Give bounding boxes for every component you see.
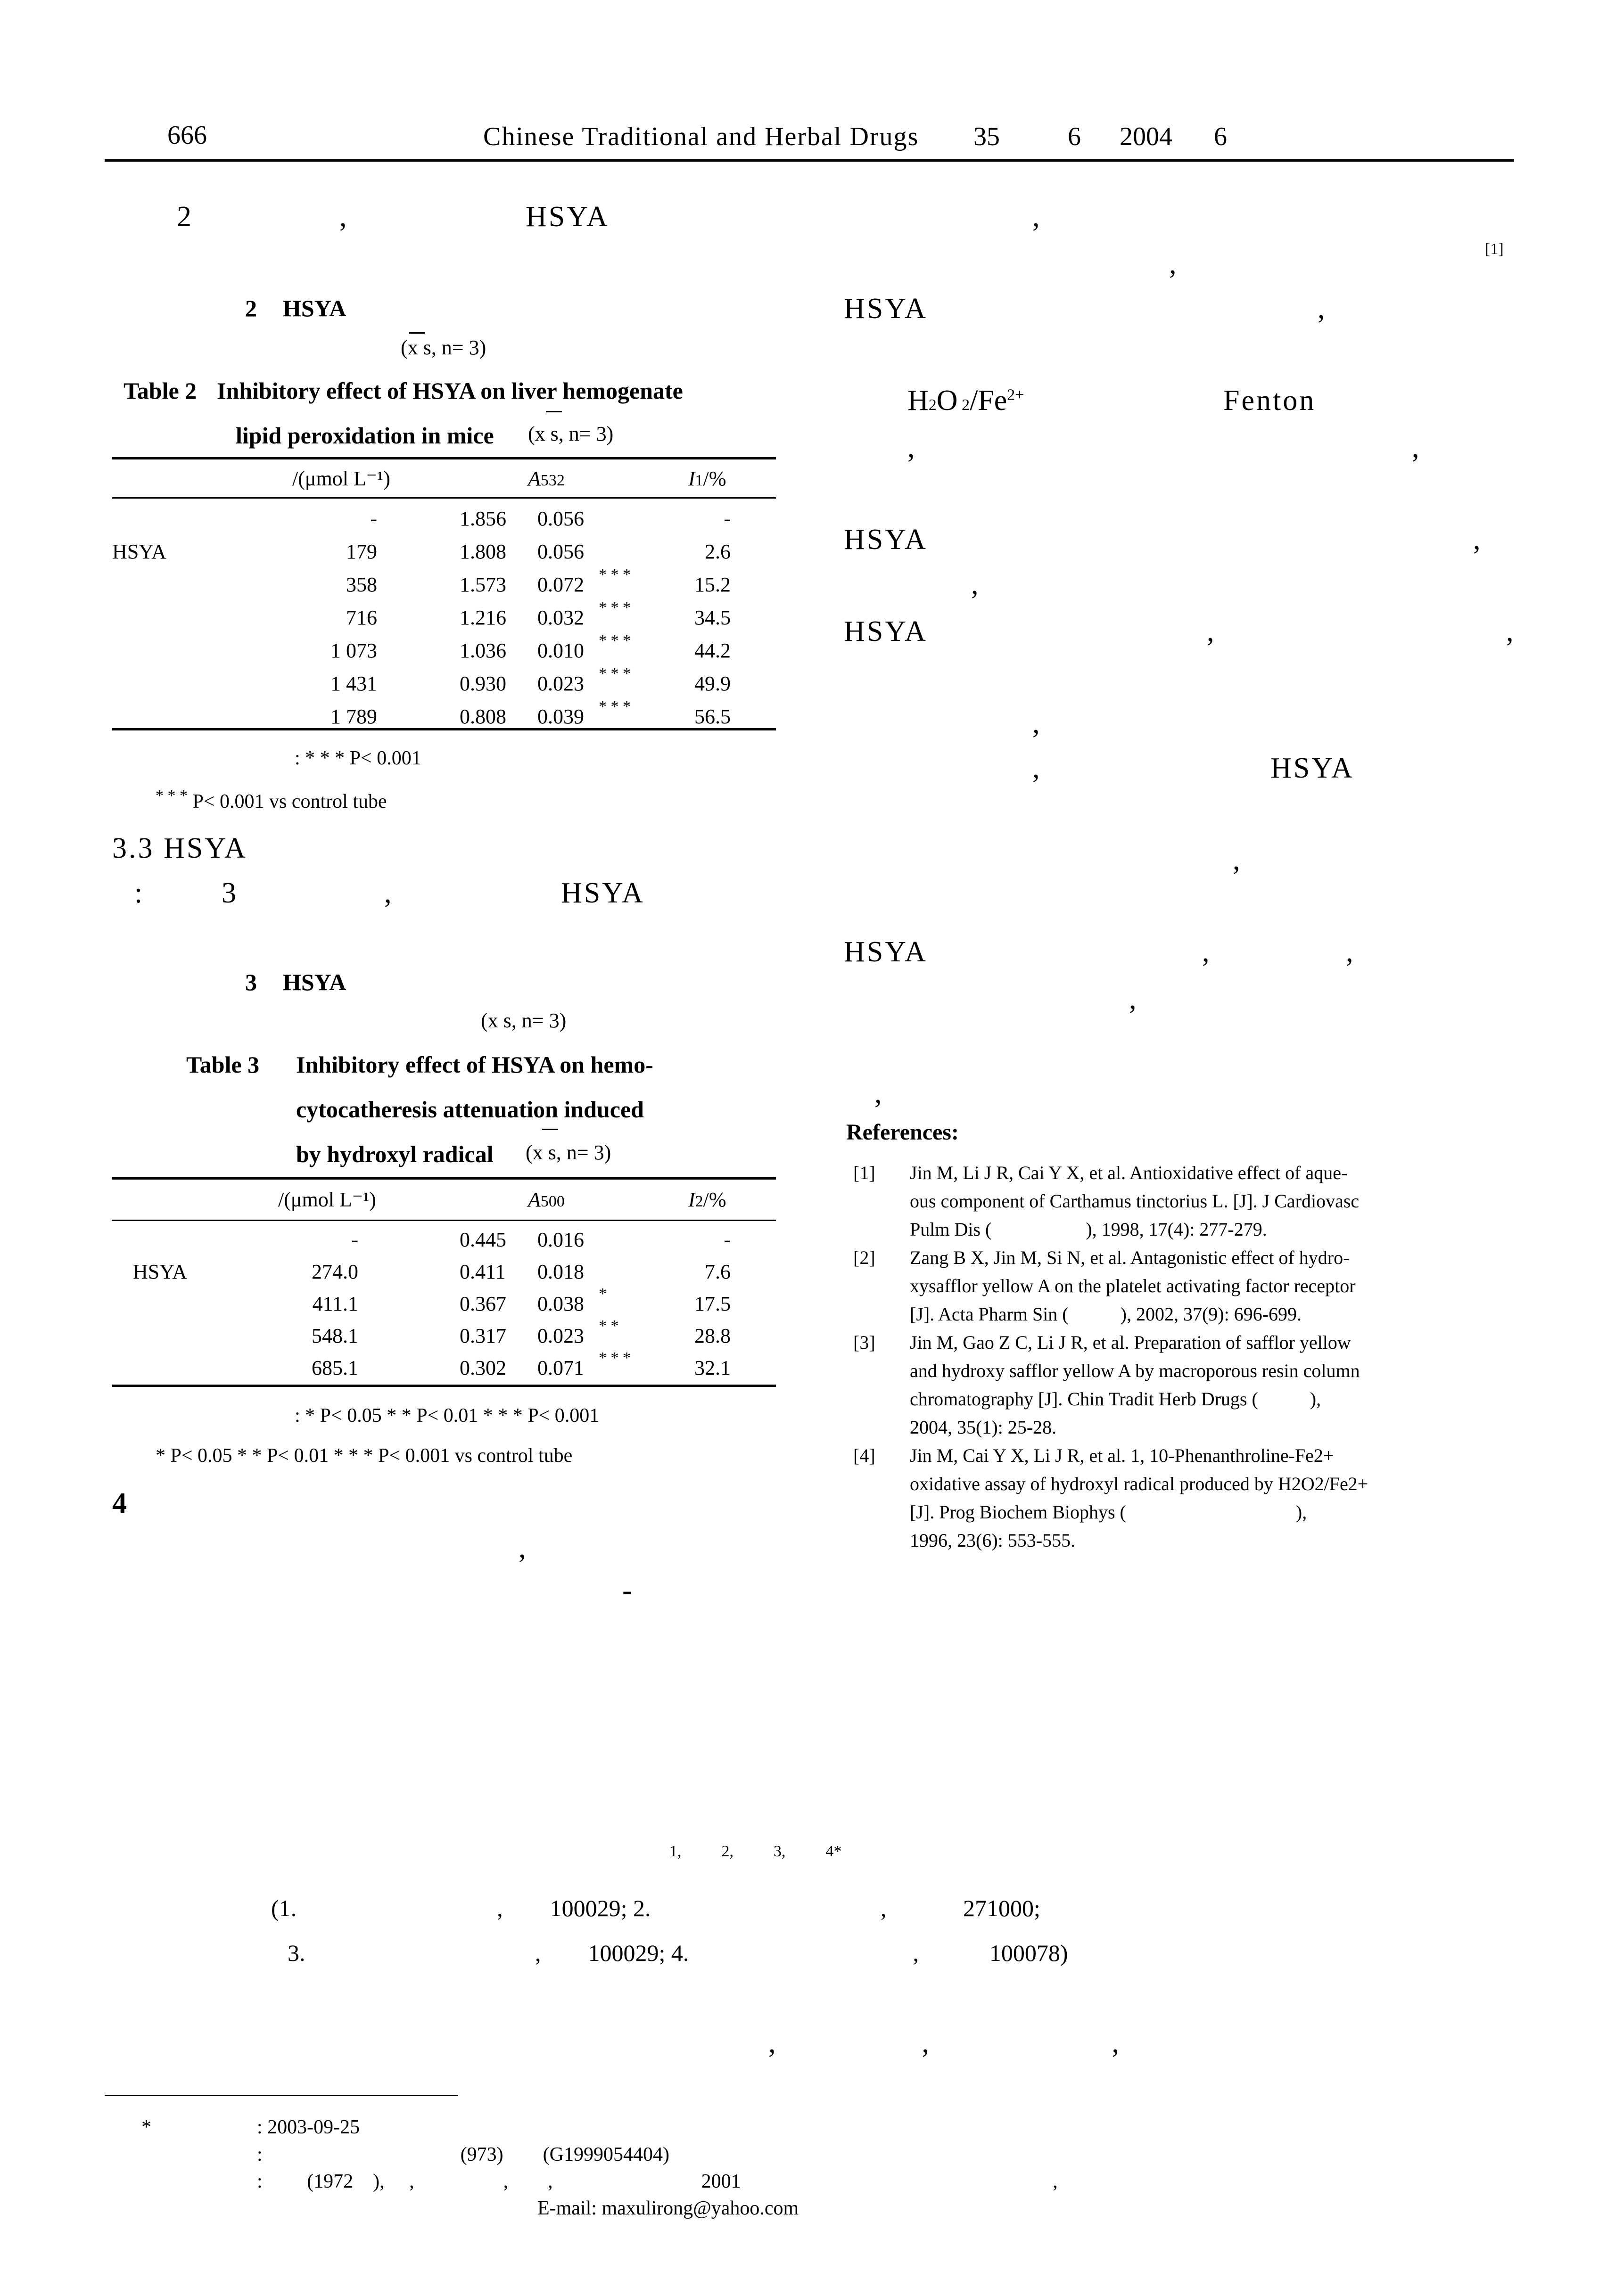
- table3-bottom-rule: [112, 1385, 776, 1387]
- table2-cn-title-number: 2: [245, 295, 257, 321]
- reference-text: xysafflor yellow A on the platelet activating factor receptor: [910, 1275, 1356, 1296]
- table2-cell-significance: * * *: [599, 599, 631, 616]
- table2-cell-inhibition: 49.9: [694, 672, 731, 695]
- reference-text: 1996, 23(6): 553-555.: [910, 1530, 1076, 1551]
- table2-cn-title-hsya: HSYA: [283, 295, 346, 321]
- table2-cell-significance: * * *: [599, 566, 631, 583]
- table3-cell-absorbance: 0.302: [460, 1356, 506, 1379]
- table2-en-stat: (x s, n= 3): [528, 422, 614, 445]
- table3-cell-significance: *: [599, 1285, 607, 1303]
- table2-note-en: * * * P< 0.001 vs control tube: [156, 787, 387, 812]
- table3-cell-inhibition: -: [724, 1228, 731, 1251]
- table3-cn-title-hsya: HSYA: [283, 969, 346, 995]
- table2-bottom-rule: [112, 728, 776, 730]
- table3-cell-dose: -: [351, 1228, 358, 1251]
- table2-cell-absorbance: 0.930: [460, 672, 506, 695]
- table2-cell-sd: 0.072: [537, 573, 584, 596]
- right-fenton: Fenton: [1223, 385, 1316, 417]
- table2-cell-sd: 0.039: [537, 705, 584, 728]
- table2-cell-dose: 1 073: [330, 639, 377, 662]
- table3-cn-stat: (x s, n= 3): [481, 1009, 567, 1032]
- table2-col-inhibition: I1/%: [688, 467, 726, 490]
- reference-number: [4]: [853, 1445, 875, 1466]
- section-3-3-comma: ,: [384, 877, 392, 909]
- table2-cell-group: HSYA: [112, 540, 166, 563]
- table3-col-absorbance: A500: [528, 1188, 565, 1211]
- right-p7-comma1: ,: [1202, 936, 1210, 968]
- table3-en-stat: (x s, n= 3): [526, 1141, 611, 1164]
- reference-number: [1]: [853, 1162, 875, 1183]
- table3-cell-significance: * * *: [599, 1349, 631, 1367]
- table3-en-title-line3: by hydroxyl radical: [296, 1141, 494, 1167]
- table3-cell-dose: 685.1: [312, 1356, 358, 1379]
- footnote-email: E-mail: maxulirong@yahoo.com: [537, 2198, 799, 2219]
- table2-en-title-line1: Inhibitory effect of HSYA on liver hemogenate: [217, 377, 683, 404]
- table3-cell-dose: 274.0: [312, 1260, 358, 1283]
- table3-cell-group: HSYA: [133, 1260, 187, 1283]
- right-p3-comma2: ,: [971, 568, 979, 600]
- reference-text: ous component of Carthamus tinctorius L. [J]. J Cardiovasc: [910, 1190, 1360, 1212]
- right-p8-comma: ,: [874, 1077, 882, 1109]
- table2-en-mean-bar: [546, 411, 562, 412]
- table2-cell-dose: -: [370, 507, 377, 530]
- table3-en-title-line1: Inhibitory effect of HSYA on hemo-: [296, 1051, 653, 1078]
- table2-cell-sd: 0.010: [537, 639, 584, 662]
- journal-issue: 6: [1068, 122, 1081, 151]
- table3-cell-absorbance: 0.445: [460, 1228, 506, 1251]
- reference-number: [2]: [853, 1247, 875, 1268]
- table3-en-label: Table 3: [186, 1051, 260, 1078]
- table2-cell-sd: 0.032: [537, 606, 584, 629]
- right-p3-hsya: HSYA: [844, 524, 928, 556]
- table2-cell-absorbance: 1.808: [460, 540, 506, 563]
- footnote-fund: : (973) (G1999054404): [257, 2144, 669, 2165]
- right-p4-hsya: HSYA: [844, 615, 928, 648]
- section-3-3-table-ref: 3: [222, 877, 236, 909]
- right-p1-comma2: ,: [1169, 248, 1177, 280]
- table3-cell-dose: 548.1: [312, 1324, 358, 1347]
- right-p1-comma3: ,: [1318, 293, 1325, 325]
- table3-cn-title-number: 3: [245, 969, 257, 995]
- table2-cell-absorbance: 1.573: [460, 573, 506, 596]
- reference-text: Pulm Dis ( ), 1998, 17(4): 277-279.: [910, 1219, 1267, 1240]
- table3-col-dose: /(μmol L⁻¹): [278, 1188, 376, 1211]
- table2-col-dose: /(μmol L⁻¹): [292, 467, 390, 490]
- section-3-3-colon: :: [134, 877, 143, 909]
- table3-note-en: * P< 0.05 * * P< 0.01 * * * P< 0.001 vs control tube: [156, 1445, 573, 1467]
- table2-cell-inhibition: 44.2: [694, 639, 731, 662]
- table2-cell-dose: 1 431: [330, 672, 377, 695]
- table2-cell-dose: 358: [346, 573, 377, 596]
- table2-cell-significance: * * *: [599, 698, 631, 715]
- table3-cell-sd: 0.023: [537, 1324, 584, 1347]
- header-rule: [105, 159, 1514, 162]
- right-p7-comma3: ,: [1129, 983, 1137, 1015]
- section-4-comma: ,: [519, 1532, 526, 1564]
- table3-en-title-line2: cytocatheresis attenuation induced: [296, 1096, 644, 1123]
- table2-en-title-line2: lipid peroxidation in mice: [236, 422, 494, 449]
- intro-number: 2: [177, 201, 191, 233]
- right-p5-comma1: ,: [1032, 707, 1040, 739]
- next-affiliation-line2: 3. , 100029; 4. , 100078): [288, 1940, 1068, 1966]
- journal-year: 2004: [1120, 122, 1172, 151]
- next-body-commas: , , ,: [768, 2027, 1119, 2059]
- footnote-rule: [105, 2095, 458, 2096]
- footnote-author: : (1972 ), , , , 2001 ,: [257, 2171, 1058, 2192]
- table3-note-cn: : * P< 0.05 * * P< 0.01 * * * P< 0.001: [295, 1405, 600, 1427]
- intro-comma: ,: [339, 201, 347, 233]
- table2-cell-inhibition: -: [724, 507, 731, 530]
- table2-cell-inhibition: 2.6: [705, 540, 731, 563]
- table3-cell-dose: 411.1: [312, 1292, 358, 1315]
- right-p1-citation: [1]: [1485, 240, 1504, 258]
- right-p2-comma1: ,: [907, 432, 915, 464]
- table2-cell-significance: * * *: [599, 632, 631, 649]
- table3-cell-inhibition: 28.8: [694, 1324, 731, 1347]
- reference-text: Zang B X, Jin M, Si N, et al. Antagonistic effect of hydro-: [910, 1247, 1350, 1268]
- section-3-3-hsya: HSYA: [561, 877, 645, 909]
- reference-text: Jin M, Gao Z C, Li J R, et al. Preparation of safflor yellow: [910, 1332, 1351, 1353]
- table2-note-cn: : * * * P< 0.001: [295, 747, 421, 769]
- table3-cell-sd: 0.038: [537, 1292, 584, 1315]
- table3-cell-sd: 0.071: [537, 1356, 584, 1379]
- table2-col-absorbance: A532: [528, 467, 565, 490]
- table2-cell-significance: * * *: [599, 665, 631, 682]
- section-4-dash: -: [622, 1574, 632, 1607]
- right-p5-hsya: HSYA: [1270, 752, 1354, 784]
- table3-cell-sd: 0.018: [537, 1260, 584, 1283]
- next-affiliation-line1: (1. , 100029; 2. , 271000;: [271, 1895, 1040, 1921]
- table2-cn-stat: (x s, n= 3): [401, 336, 486, 359]
- table2-cell-absorbance: 1.036: [460, 639, 506, 662]
- table2-cell-dose: 716: [346, 606, 377, 629]
- table2-cell-absorbance: 0.808: [460, 705, 506, 728]
- reference-number: [3]: [853, 1332, 875, 1353]
- reference-text: [J]. Prog Biochem Biophys ( ),: [910, 1501, 1307, 1523]
- journal-month: 6: [1214, 122, 1227, 151]
- section-4-heading: 4: [112, 1487, 127, 1519]
- table3-top-rule: [112, 1177, 776, 1180]
- section-3-3-heading: 3.3 HSYA: [112, 832, 247, 864]
- right-p5-comma2: ,: [1032, 752, 1040, 784]
- right-p7-comma2: ,: [1346, 936, 1353, 968]
- next-author-marks: 1, 2, 3, 4*: [669, 1843, 842, 1860]
- table2-cell-dose: 179: [346, 540, 377, 563]
- table3-col-inhibition: I2/%: [688, 1188, 726, 1211]
- table2-cell-absorbance: 1.856: [460, 507, 506, 530]
- table2-en-label: Table 2: [124, 377, 197, 404]
- right-fenton-formula: H2O $2/Fe^{2+}$: [907, 385, 1024, 417]
- table3-header-rule: [112, 1220, 776, 1221]
- table2-header-rule: [112, 497, 776, 499]
- right-p4-comma1: ,: [1207, 615, 1214, 648]
- table2-cell-sd: 0.056: [537, 540, 584, 563]
- intro-hsya: HSYA: [526, 201, 610, 233]
- right-p2-comma2: ,: [1412, 432, 1419, 464]
- right-p7-hsya: HSYA: [844, 936, 928, 968]
- journal-name: Chinese Traditional and Herbal Drugs: [483, 122, 919, 151]
- page-number: 666: [167, 121, 207, 150]
- table3-cell-inhibition: 32.1: [694, 1356, 731, 1379]
- table3-en-mean-bar: [542, 1129, 558, 1130]
- journal-volume: 35: [973, 122, 1000, 151]
- table2-cn-mean-bar: [409, 332, 425, 334]
- references-heading: References:: [846, 1120, 959, 1145]
- reference-text: Jin M, Li J R, Cai Y X, et al. Antioxidative effect of aque-: [910, 1162, 1348, 1183]
- table3-cell-absorbance: 0.411: [460, 1260, 506, 1283]
- table2-cell-inhibition: 15.2: [694, 573, 731, 596]
- table2-top-rule: [112, 457, 776, 459]
- reference-text: 2004, 35(1): 25-28.: [910, 1417, 1057, 1438]
- right-p1-comma1: ,: [1032, 201, 1040, 233]
- right-p6-comma: ,: [1233, 844, 1240, 876]
- right-p4-comma2: ,: [1506, 615, 1514, 648]
- table3-cell-inhibition: 7.6: [705, 1260, 731, 1283]
- table2-cell-dose: 1 789: [330, 705, 377, 728]
- table2-cell-sd: 0.023: [537, 672, 584, 695]
- reference-text: chromatography [J]. Chin Tradit Herb Drugs ( ),: [910, 1388, 1321, 1410]
- footnote-received: : 2003-09-25: [257, 2116, 360, 2138]
- table3-cell-significance: * *: [599, 1317, 619, 1335]
- table3-cell-absorbance: 0.367: [460, 1292, 506, 1315]
- table2-cell-inhibition: 56.5: [694, 705, 731, 728]
- reference-text: and hydroxy safflor yellow A by macroporous resin column: [910, 1360, 1360, 1381]
- table2-cell-absorbance: 1.216: [460, 606, 506, 629]
- table2-cell-inhibition: 34.5: [694, 606, 731, 629]
- reference-text: [J]. Acta Pharm Sin ( ), 2002, 37(9): 696-699.: [910, 1304, 1302, 1325]
- table3-cell-sd: 0.016: [537, 1228, 584, 1251]
- table3-cell-inhibition: 17.5: [694, 1292, 731, 1315]
- reference-text: Jin M, Cai Y X, Li J R, et al. 1, 10-Phenanthroline-Fe2+: [910, 1445, 1334, 1466]
- table2-cell-sd: 0.056: [537, 507, 584, 530]
- right-p1-hsya: HSYA: [844, 293, 928, 325]
- table3-cell-absorbance: 0.317: [460, 1324, 506, 1347]
- right-p3-comma1: ,: [1473, 524, 1481, 556]
- reference-text: oxidative assay of hydroxyl radical produced by H2O2/Fe2+: [910, 1473, 1368, 1494]
- footnote-star: *: [141, 2116, 151, 2138]
